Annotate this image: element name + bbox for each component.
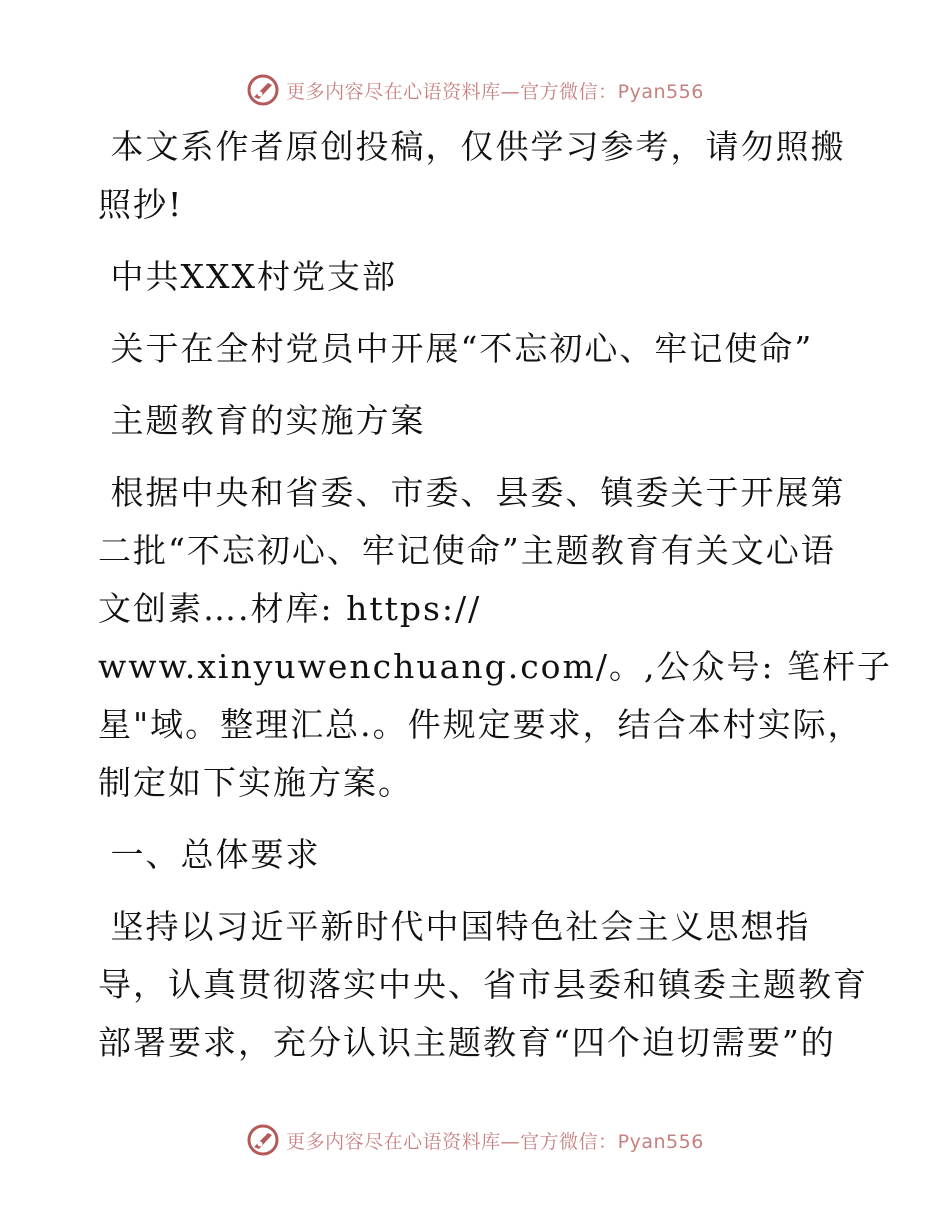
section-heading: 一、总体要求 bbox=[98, 835, 321, 874]
document-title-line-1: 关于在全村党员中开展“不忘初心、牢记使命” bbox=[98, 329, 814, 368]
intro-paragraph-line-6: 制定如下实施方案。 bbox=[98, 763, 413, 802]
intro-paragraph-line-1: 根据中央和省委、市委、县委、镇委关于开展第 bbox=[98, 473, 846, 512]
intro-paragraph-line-4: www.xinyuwenchuang.com/。,公众号: 笔杆子 bbox=[98, 647, 893, 686]
watermark-text: 更多内容尽在心语资料库—官方微信：Pyan556 bbox=[286, 1130, 704, 1153]
quill-pen-logo-icon bbox=[246, 1123, 280, 1157]
footer-watermark bbox=[0, 1120, 950, 1160]
intro-paragraph-line-2: 二批“不忘初心、牢记使命”主题教育有关文心语 bbox=[98, 531, 836, 570]
section-paragraph-line-2: 导，认真贯彻落实中央、省市县委和镇委主题教育 bbox=[98, 965, 868, 1004]
document-body bbox=[98, 118, 893, 1072]
intro-paragraph-line-3: 文创素….材库: https:// bbox=[98, 589, 482, 628]
header-watermark bbox=[0, 70, 950, 110]
notice-line-1: 本文系作者原创投稿，仅供学习参考，请勿照搬 bbox=[98, 127, 846, 166]
quill-pen-logo-icon bbox=[246, 73, 280, 107]
intro-paragraph-line-5: 星"域。整理汇总.。件规定要求，结合本村实际， bbox=[98, 705, 863, 744]
watermark-text: 更多内容尽在心语资料库—官方微信：Pyan556 bbox=[286, 80, 704, 103]
section-paragraph-line-3: 部署要求，充分认识主题教育“四个迫切需要”的 bbox=[98, 1023, 836, 1062]
issuer-line: 中共XXX村党支部 bbox=[98, 257, 397, 296]
notice-line-2: 照抄! bbox=[98, 185, 184, 224]
document-title-line-2: 主题教育的实施方案 bbox=[98, 401, 426, 440]
section-paragraph-line-1: 坚持以习近平新时代中国特色社会主义思想指 bbox=[98, 907, 811, 946]
